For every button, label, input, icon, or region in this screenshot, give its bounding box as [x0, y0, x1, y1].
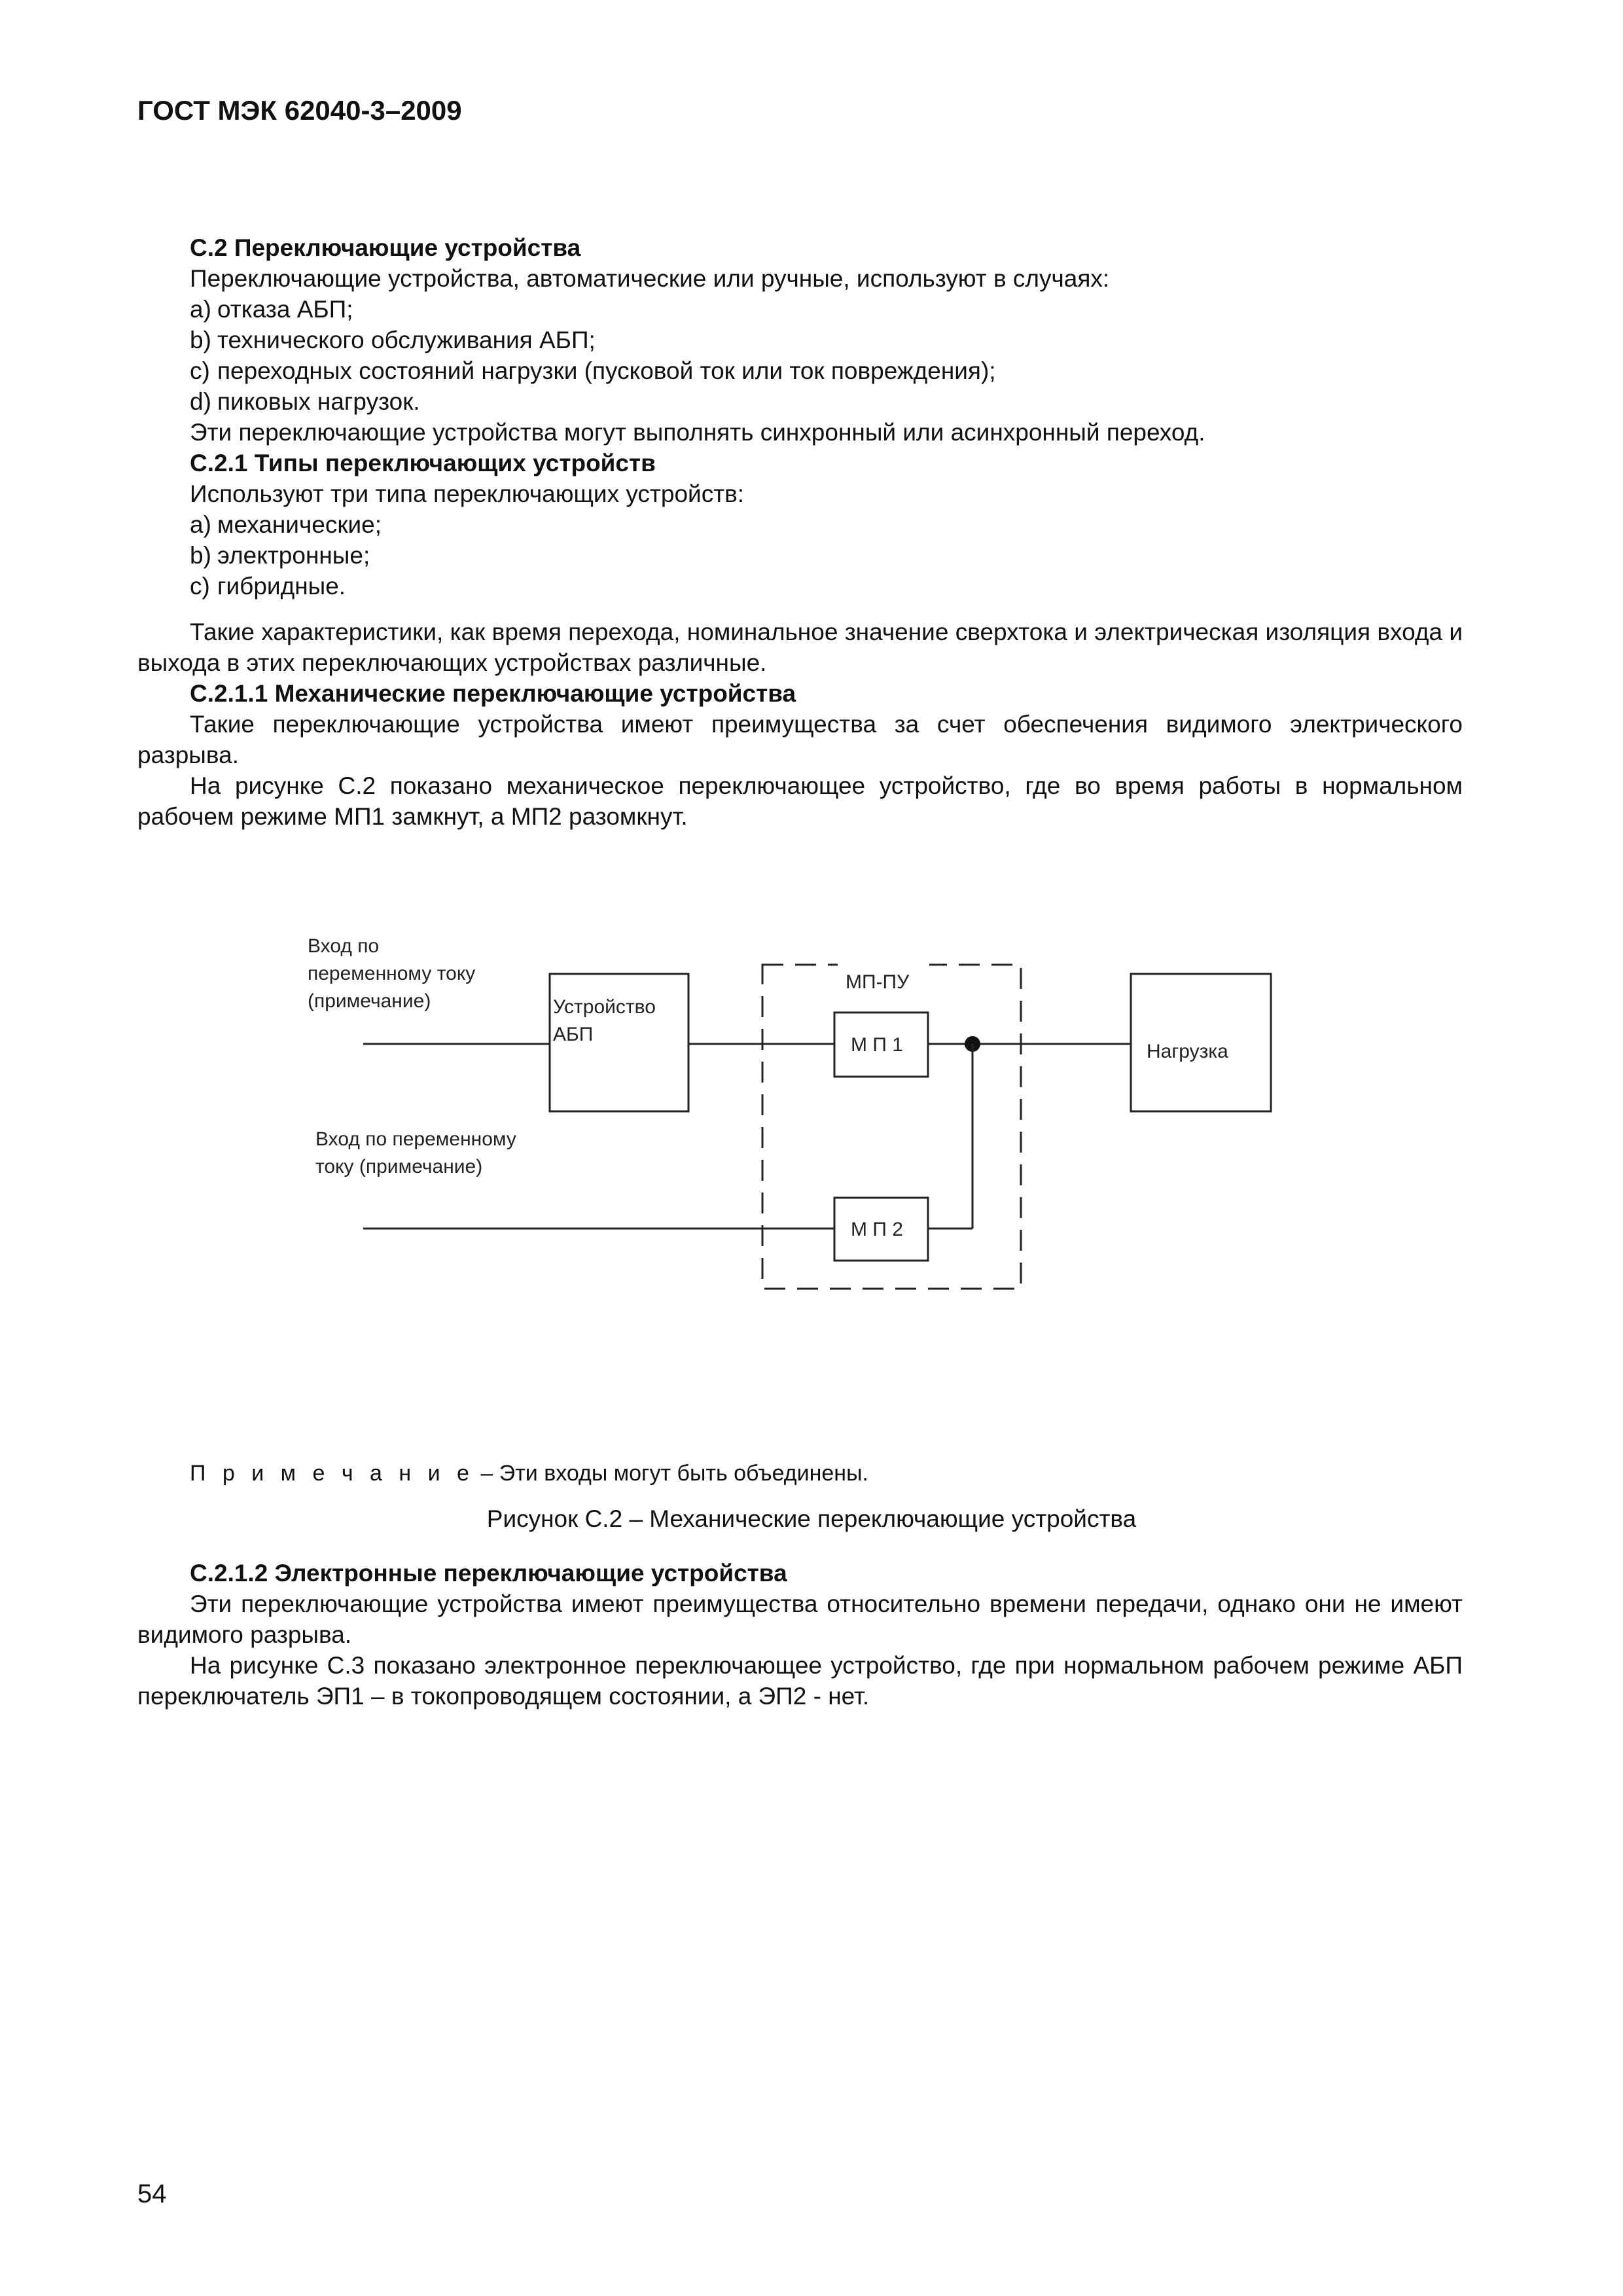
mp2-label: М П 2 — [851, 1219, 903, 1240]
c2-sync: Эти переключающие устройства могут выполнять синхронный или асинхронный переход. — [190, 419, 1205, 446]
page-number: 54 — [137, 2179, 167, 2208]
load-label: Нагрузка — [1147, 1041, 1228, 1062]
c212-para2: На рисунке С.3 показано электронное переключающее устройство, где при нормальном рабочем режиме АБП переключатель ЭП1 – в токопроводящем состоянии, а ЭП2 - нет. — [137, 1652, 1463, 1710]
c212-para1: Эти переключающие устройства имеют преимущества относительно времени передачи, однако они не имеют видимого разрыва. — [137, 1590, 1463, 1648]
page-header: ГОСТ МЭК 62040-3–2009 — [137, 95, 462, 126]
c21-intro: Используют три типа переключающих устройств: — [190, 480, 745, 507]
figure-note — [190, 1461, 868, 1486]
c2-intro: Переключающие устройства, автоматические или ручные, используют в случаях: — [190, 265, 1110, 292]
list-item: a) механические; — [190, 511, 382, 538]
note-label: П р и м е ч а н и е — [190, 1461, 474, 1486]
input1-label-line1: Вход по — [308, 935, 380, 957]
list-item: a) отказа АБП; — [190, 296, 353, 323]
list-item: c) переходных состояний нагрузки (пусковой ток или ток повреждения); — [190, 357, 996, 384]
list-item: d) пиковых нагрузок. — [190, 388, 420, 415]
mp1-label: М П 1 — [851, 1034, 903, 1056]
list-item: b) электронные; — [190, 542, 370, 569]
input1-label-line3: (примечание) — [308, 990, 431, 1012]
mp-pu-label: МП-ПУ — [846, 971, 910, 993]
heading-c2: С.2 Переключающие устройства — [190, 234, 581, 261]
figure-caption: Рисунок С.2 – Механические переключающие устройства — [486, 1505, 1137, 1532]
ups-label-line2: АБП — [553, 1024, 594, 1045]
heading-c21: С.2.1 Типы переключающих устройств — [190, 450, 656, 476]
list-item: c) гибридные. — [190, 573, 346, 600]
input2-label-line1: Вход по переменному — [315, 1128, 516, 1150]
ups-label-line1: Устройство — [553, 996, 656, 1018]
input1-label-line2: переменному току — [308, 963, 476, 984]
heading-c211: С.2.1.1 Механические переключающие устройства — [190, 680, 796, 707]
input2-label-line2: току (примечание) — [315, 1156, 483, 1177]
heading-c212: С.2.1.2 Электронные переключающие устройства — [190, 1560, 787, 1587]
c21-characteristics: Такие характеристики, как время перехода, номинальное значение сверхтока и электрическая изоляция входа и выхода в этих переключающих устройствах различные. — [137, 619, 1463, 676]
c211-para1: Такие переключающие устройства имеют преимущества за счет обеспечения видимого электрического разрыва. — [137, 711, 1463, 768]
section-c212 — [137, 1558, 1463, 1712]
list-item: b) технического обслуживания АБП; — [190, 327, 596, 353]
c211-para2: На рисунке С.2 показано механическое переключающее устройство, где во время работы в нормальном рабочем режиме МП1 замкнут, а МП2 разомкнут. — [137, 772, 1463, 830]
note-text: – Эти входы могут быть объединены. — [474, 1461, 868, 1486]
